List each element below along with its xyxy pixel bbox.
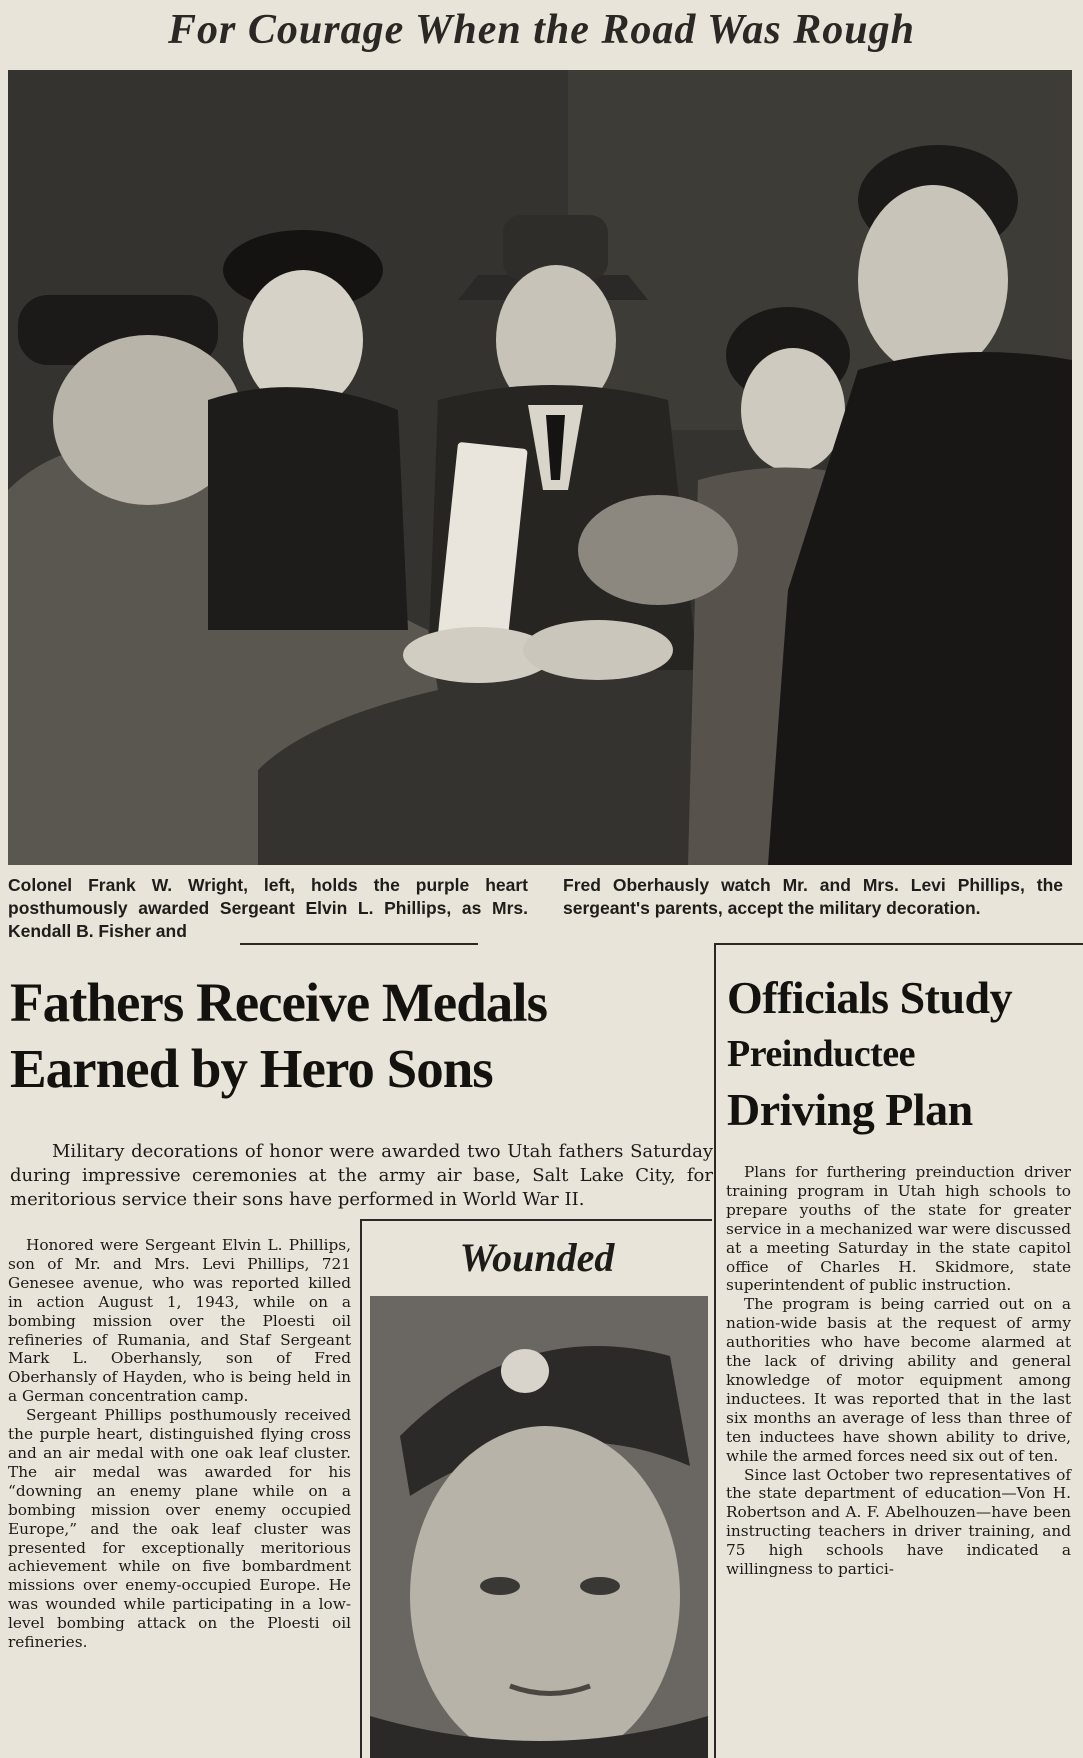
column-divider (714, 943, 716, 1758)
ceremony-photo-illustration (8, 70, 1072, 865)
main-story-paragraph: Honored were Sergeant Elvin L. Phillips, son of Mr. and Mrs. Levi Phillips, 721 Genesee avenue, who was reported killed in action August 1, 1943, while on a bombing mission over the Ploesti oil refineries of Rumania, and Staf Sergeant Mark L. Oberhansly, son of Fred Oberhansly of Hayden, who is being held in a German concentration camp. (8, 1236, 351, 1406)
caption-rule-left (240, 943, 478, 945)
inset-top-rule (360, 1219, 712, 1221)
main-headline (10, 970, 710, 1102)
photo-caption-right: Fred Oberhausly watch Mr. and Mrs. Levi Phillips, the sergeant's parents, accept the military decoration. (563, 875, 1063, 918)
soldier-portrait-illustration (370, 1296, 708, 1758)
side-story-body (726, 1163, 1071, 1579)
main-story-lead: Military decorations of honor were awarded two Utah fathers Saturday during impressive ceremonies at the army air base, Salt Lake City, for meritorious service their sons have performed in World War II. (10, 1141, 713, 1210)
main-story-paragraph: Sergeant Phillips posthumously received the purple heart, distinguished flying cross and an air medal with one oak leaf cluster. The air medal was awarded for his “downing an enemy plane while on a bombing mission over enemy occupied Europe,” and the oak leaf cluster was presented for exceptionally meritorious achievement while on five bombardment missions over enemy-occupied Europe. He was wounded while participating in a low-level bombing attack on the Ploesti oil refineries. (8, 1406, 351, 1652)
main-story-body (8, 1236, 351, 1652)
side-headline (727, 970, 1077, 1138)
side-headline-line3: Driving Plan (727, 1084, 973, 1135)
side-story-paragraph: The program is being carried out on a nation-wide basis at the request of army authorities who have become alarmed at the lack of driving ability and general knowledge of motor equipment among inductees. It was reported that in the last six months an average of less than three of ten inductees have shown ability to drive, while the armed forces need six out of ten. (726, 1295, 1071, 1465)
main-headline-line2: Earned by Hero Sons (10, 1038, 493, 1099)
side-story-paragraph: Since last October two representatives of the state department of education—Von H. Robertson and A. F. Abelhouzen—have been instructing teachers in driver training, and 75 high schools have indicated a willingness to partici- (726, 1465, 1071, 1579)
ceremony-photo (8, 70, 1072, 865)
side-headline-line1: Officials Study (727, 972, 1013, 1023)
inset-left-rule (360, 1219, 362, 1758)
inset-label: Wounded (459, 1235, 615, 1280)
side-story-paragraph: Plans for furthering preinduction driver training program in Utah high schools to prepare youths of the state for greater service in a mechanized war were discussed at a meeting Saturday in the state capitol office of Charles H. Skidmore, state superintendent of public instruction. (726, 1163, 1071, 1295)
side-headline-line2: Preinductee (727, 1033, 915, 1075)
caption-rule-right (715, 943, 1083, 945)
banner-headline: For Courage When the Road Was Rough (168, 7, 915, 53)
photo-caption-left: Colonel Frank W. Wright, left, holds the purple heart posthumously awarded Sergeant Elvin L. Phillips, as Mrs. Kendall B. Fisher and (8, 875, 528, 941)
main-headline-line1: Fathers Receive Medals (10, 972, 547, 1033)
soldier-portrait (370, 1296, 708, 1758)
